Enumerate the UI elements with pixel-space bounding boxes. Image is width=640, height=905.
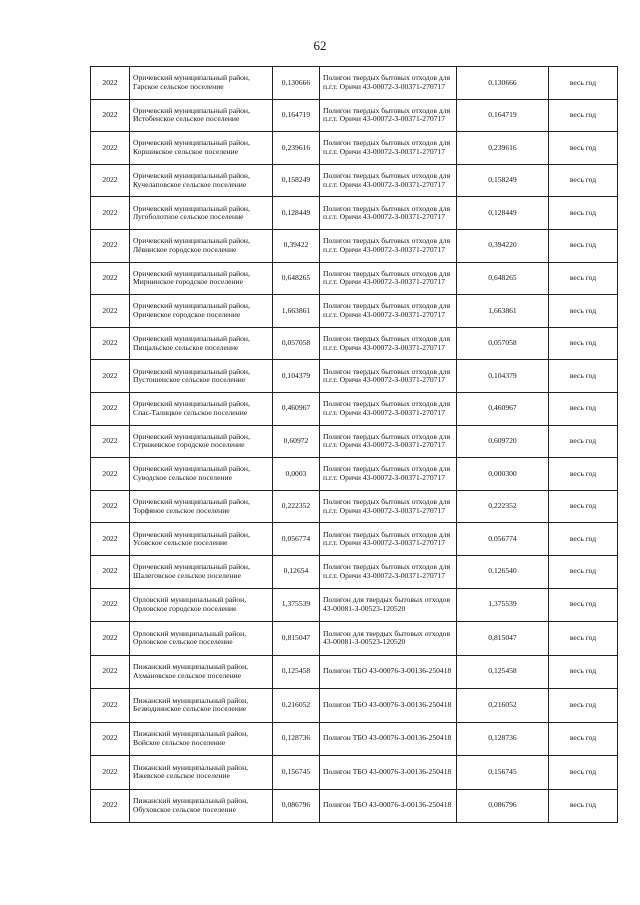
period-cell: весь год (549, 360, 618, 393)
mass-cell: 0,460967 (273, 392, 320, 425)
period-cell: весь год (549, 622, 618, 656)
area-cell: Оричевский муниципальный район, Кучелаповское сельское поселение (130, 164, 273, 197)
table-row (91, 262, 618, 295)
disposal-site-cell: Полигон твердых бытовых отходов для п.г.т. Оричи 43-00072-З-00371-270717 (320, 67, 457, 100)
year-cell: 2022 (91, 588, 130, 622)
table-row (91, 756, 618, 790)
disposal-site-cell: Полигон твердых бытовых отходов для п.г.т. Оричи 43-00072-З-00371-270717 (320, 132, 457, 165)
period-cell: весь год (549, 229, 618, 262)
mass-out-cell: 0,239616 (457, 132, 549, 165)
mass-out-cell: 0,648265 (457, 262, 549, 295)
disposal-site-cell: Полигон ТБО 43-00076-З-00136-250418 (320, 722, 457, 756)
mass-cell: 0,128736 (273, 722, 320, 756)
table-row (91, 622, 618, 656)
area-cell: Оричевский муниципальный район, Гарское сельское поселение (130, 67, 273, 100)
period-cell: весь год (549, 458, 618, 491)
mass-cell: 0,222352 (273, 490, 320, 523)
mass-cell: 0,0003 (273, 458, 320, 491)
year-cell: 2022 (91, 490, 130, 523)
table-row (91, 655, 618, 689)
mass-out-cell: 0,815047 (457, 622, 549, 656)
mass-cell: 0,39422 (273, 229, 320, 262)
disposal-site-cell: Полигон для твердых бытовых отходов 43-00081-З-00523-120520 (320, 622, 457, 656)
year-cell: 2022 (91, 789, 130, 823)
period-cell: весь год (549, 689, 618, 723)
year-cell: 2022 (91, 360, 130, 393)
year-cell: 2022 (91, 99, 130, 132)
year-cell: 2022 (91, 756, 130, 790)
period-cell: весь год (549, 555, 618, 588)
mass-cell: 0,125458 (273, 655, 320, 689)
year-cell: 2022 (91, 425, 130, 458)
table-row (91, 425, 618, 458)
area-cell: Оричевский муниципальный район, Истобенское сельское поселение (130, 99, 273, 132)
mass-out-cell: 0,460967 (457, 392, 549, 425)
mass-out-cell: 0,128736 (457, 722, 549, 756)
page-number: 62 (313, 38, 327, 53)
table-row (91, 360, 618, 393)
area-cell: Оричевский муниципальный район, Спас-Талицкое сельское поселение (130, 392, 273, 425)
area-cell: Оричевский муниципальный район, Стрижевское городское поселение (130, 425, 273, 458)
period-cell: весь год (549, 523, 618, 556)
disposal-site-cell: Полигон ТБО 43-00076-З-00136-250418 (320, 689, 457, 723)
mass-out-cell: 0,164719 (457, 99, 549, 132)
year-cell: 2022 (91, 622, 130, 656)
mass-cell: 0,156745 (273, 756, 320, 790)
disposal-site-cell: Полигон твердых бытовых отходов для п.г.т. Оричи 43-00072-З-00371-270717 (320, 523, 457, 556)
area-cell: Пижанский муниципальный район, Ижевское сельское поселение (130, 756, 273, 790)
period-cell: весь год (549, 99, 618, 132)
year-cell: 2022 (91, 327, 130, 360)
year-cell: 2022 (91, 295, 130, 328)
disposal-site-cell: Полигон твердых бытовых отходов для п.г.т. Оричи 43-00072-З-00371-270717 (320, 490, 457, 523)
disposal-site-cell: Полигон твердых бытовых отходов для п.г.т. Оричи 43-00072-З-00371-270717 (320, 327, 457, 360)
table-row (91, 588, 618, 622)
area-cell: Оричевский муниципальный район, Усовское сельское поселение (130, 523, 273, 556)
mass-cell: 0,056774 (273, 523, 320, 556)
table-row (91, 490, 618, 523)
year-cell: 2022 (91, 555, 130, 588)
period-cell: весь год (549, 295, 618, 328)
table-row (91, 523, 618, 556)
mass-out-cell: 0,216052 (457, 689, 549, 723)
period-cell: весь год (549, 655, 618, 689)
mass-cell: 0,12654 (273, 555, 320, 588)
registry-body (91, 67, 618, 823)
period-cell: весь год (549, 789, 618, 823)
period-cell: весь год (549, 588, 618, 622)
period-cell: весь год (549, 197, 618, 230)
period-cell: весь год (549, 262, 618, 295)
disposal-site-cell: Полигон ТБО 43-00076-З-00136-250418 (320, 789, 457, 823)
period-cell: весь год (549, 722, 618, 756)
mass-cell: 1,663861 (273, 295, 320, 328)
mass-out-cell: 1,663861 (457, 295, 549, 328)
mass-cell: 0,648265 (273, 262, 320, 295)
mass-cell: 0,057058 (273, 327, 320, 360)
disposal-site-cell: Полигон твердых бытовых отходов для п.г.т. Оричи 43-00072-З-00371-270717 (320, 392, 457, 425)
area-cell: Оричевский муниципальный район, Лёвинское городское поселение (130, 229, 273, 262)
mass-out-cell: 0,086796 (457, 789, 549, 823)
waste-registry-table (90, 66, 618, 823)
area-cell: Оричевский муниципальный район, Коршикское сельское поселение (130, 132, 273, 165)
period-cell: весь год (549, 756, 618, 790)
table-row (91, 229, 618, 262)
table-row (91, 164, 618, 197)
disposal-site-cell: Полигон твердых бытовых отходов для п.г.т. Оричи 43-00072-З-00371-270717 (320, 262, 457, 295)
year-cell: 2022 (91, 262, 130, 295)
area-cell: Оричевский муниципальный район, Шалеговское сельское поселение (130, 555, 273, 588)
mass-cell: 1,375539 (273, 588, 320, 622)
area-cell: Пижанский муниципальный район, Ахмановское сельское поселение (130, 655, 273, 689)
period-cell: весь год (549, 67, 618, 100)
table-row (91, 67, 618, 100)
area-cell: Орловский муниципальный район, Орловское сельское поселение (130, 622, 273, 656)
mass-out-cell: 0,126540 (457, 555, 549, 588)
area-cell: Пижанский муниципальный район, Обуховское сельское поселение (130, 789, 273, 823)
area-cell: Оричевский муниципальный район, Лугоболотное сельское поселение (130, 197, 273, 230)
mass-cell: 0,815047 (273, 622, 320, 656)
area-cell: Оричевский муниципальный район, Оричевское городское поселение (130, 295, 273, 328)
table-row (91, 789, 618, 823)
year-cell: 2022 (91, 722, 130, 756)
table-row (91, 99, 618, 132)
year-cell: 2022 (91, 458, 130, 491)
mass-out-cell: 0,130666 (457, 67, 549, 100)
disposal-site-cell: Полигон твердых бытовых отходов для п.г.т. Оричи 43-00072-З-00371-270717 (320, 360, 457, 393)
mass-cell: 0,216052 (273, 689, 320, 723)
mass-cell: 0,60972 (273, 425, 320, 458)
table-row (91, 392, 618, 425)
area-cell: Пижанский муниципальный район, Безводнинское сельское поселение (130, 689, 273, 723)
period-cell: весь год (549, 392, 618, 425)
year-cell: 2022 (91, 689, 130, 723)
mass-cell: 0,164719 (273, 99, 320, 132)
disposal-site-cell: Полигон твердых бытовых отходов для п.г.т. Оричи 43-00072-З-00371-270717 (320, 295, 457, 328)
period-cell: весь год (549, 490, 618, 523)
year-cell: 2022 (91, 67, 130, 100)
mass-cell: 0,130666 (273, 67, 320, 100)
table-row (91, 722, 618, 756)
mass-cell: 0,128449 (273, 197, 320, 230)
mass-cell: 0,104379 (273, 360, 320, 393)
mass-out-cell: 0,000300 (457, 458, 549, 491)
disposal-site-cell: Полигон твердых бытовых отходов для п.г.т. Оричи 43-00072-З-00371-270717 (320, 99, 457, 132)
year-cell: 2022 (91, 197, 130, 230)
disposal-site-cell: Полигон твердых бытовых отходов для п.г.т. Оричи 43-00072-З-00371-270717 (320, 197, 457, 230)
year-cell: 2022 (91, 655, 130, 689)
mass-out-cell: 0,394220 (457, 229, 549, 262)
mass-out-cell: 0,128449 (457, 197, 549, 230)
table-row (91, 458, 618, 491)
period-cell: весь год (549, 425, 618, 458)
area-cell: Орловский муниципальный район, Орловское городское поселение (130, 588, 273, 622)
mass-out-cell: 1,375539 (457, 588, 549, 622)
table-row (91, 555, 618, 588)
mass-out-cell: 0,158249 (457, 164, 549, 197)
disposal-site-cell: Полигон ТБО 43-00076-З-00136-250418 (320, 756, 457, 790)
area-cell: Оричевский муниципальный район, Мирнинское городское поселение (130, 262, 273, 295)
area-cell: Оричевский муниципальный район, Торфяное сельское поселение (130, 490, 273, 523)
year-cell: 2022 (91, 132, 130, 165)
area-cell: Оричевский муниципальный район, Пищальское сельское поселение (130, 327, 273, 360)
mass-out-cell: 0,056774 (457, 523, 549, 556)
area-cell: Оричевский муниципальный район, Суводское сельское поселение (130, 458, 273, 491)
period-cell: весь год (549, 164, 618, 197)
mass-cell: 0,086796 (273, 789, 320, 823)
disposal-site-cell: Полигон твердых бытовых отходов для п.г.т. Оричи 43-00072-З-00371-270717 (320, 425, 457, 458)
table-row (91, 132, 618, 165)
mass-cell: 0,158249 (273, 164, 320, 197)
area-cell: Оричевский муниципальный район, Пустошенское сельское поселение (130, 360, 273, 393)
mass-out-cell: 0,125458 (457, 655, 549, 689)
mass-out-cell: 0,057058 (457, 327, 549, 360)
period-cell: весь год (549, 132, 618, 165)
disposal-site-cell: Полигон для твердых бытовых отходов 43-00081-З-00523-120520 (320, 588, 457, 622)
mass-out-cell: 0,609720 (457, 425, 549, 458)
disposal-site-cell: Полигон твердых бытовых отходов для п.г.т. Оричи 43-00072-З-00371-270717 (320, 164, 457, 197)
table-row (91, 689, 618, 723)
year-cell: 2022 (91, 523, 130, 556)
mass-out-cell: 0,156745 (457, 756, 549, 790)
year-cell: 2022 (91, 392, 130, 425)
table-row (91, 327, 618, 360)
period-cell: весь год (549, 327, 618, 360)
area-cell: Пижанский муниципальный район, Войское сельское поселение (130, 722, 273, 756)
year-cell: 2022 (91, 164, 130, 197)
disposal-site-cell: Полигон твердых бытовых отходов для п.г.т. Оричи 43-00072-З-00371-270717 (320, 229, 457, 262)
disposal-site-cell: Полигон твердых бытовых отходов для п.г.т. Оричи 43-00072-З-00371-270717 (320, 458, 457, 491)
disposal-site-cell: Полигон твердых бытовых отходов для п.г.т. Оричи 43-00072-З-00371-270717 (320, 555, 457, 588)
year-cell: 2022 (91, 229, 130, 262)
mass-out-cell: 0,222352 (457, 490, 549, 523)
table-row (91, 295, 618, 328)
disposal-site-cell: Полигон ТБО 43-00076-З-00136-250418 (320, 655, 457, 689)
mass-cell: 0,239616 (273, 132, 320, 165)
table-row (91, 197, 618, 230)
mass-out-cell: 0,104379 (457, 360, 549, 393)
